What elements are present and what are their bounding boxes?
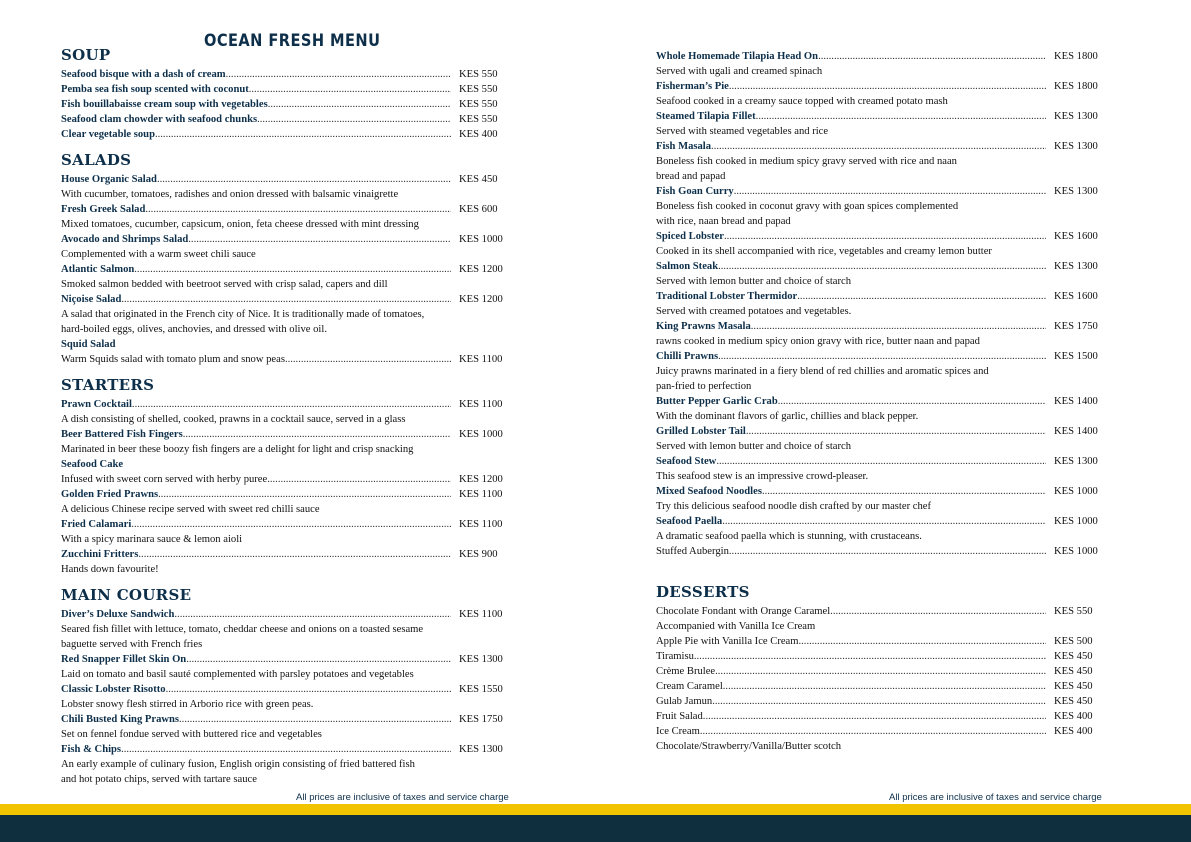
item-name: Crème Brulee [656, 666, 716, 677]
item-description: rawns cooked in medium spicy onion gravy with rice, butter naan and papad [656, 336, 980, 347]
menu-item [656, 109, 1102, 124]
menu-item [656, 424, 1102, 439]
item-name: Fish bouillabaisse cream soup with vegetables [61, 99, 268, 110]
item-price: KES 900 [459, 549, 498, 560]
menu-item [656, 649, 1102, 664]
item-price: KES 600 [459, 204, 498, 215]
item-price: KES 450 [1054, 696, 1093, 707]
menu-item [656, 349, 1102, 364]
item-name: Stuffed Aubergin [656, 546, 729, 557]
menu-item [61, 547, 507, 562]
dot-leader [729, 544, 1046, 559]
item-price: KES 1100 [459, 399, 503, 410]
menu-item [656, 319, 1102, 334]
item-description: baguette served with French fries [61, 639, 203, 650]
item-name: Grilled Lobster Tail [656, 426, 746, 437]
item-name: Niçoise Salad [61, 294, 122, 305]
menu-item [61, 67, 507, 82]
dot-leader [778, 394, 1046, 409]
item-name: Fisherman’s Pie [656, 81, 729, 92]
item-price: KES 500 [1054, 636, 1093, 647]
footnote-left: All prices are inclusive of taxes and service charge [296, 792, 509, 803]
item-description: Marinated in beer these boozy fish fingers are a delight for light and crisp snacking [61, 444, 414, 455]
item-name: Infused with sweet corn served with herby puree [61, 474, 268, 485]
menu-title: OCEAN FRESH MENU [204, 31, 381, 51]
menu-item [61, 517, 507, 532]
item-name: House Organic Salad [61, 174, 157, 185]
item-price: KES 1300 [459, 744, 503, 755]
item-name: Spiced Lobster [656, 231, 724, 242]
item-description: Laid on tomato and basil sauté complemented with parsley potatoes and vegetables [61, 669, 414, 680]
menu-item [656, 229, 1102, 244]
item-price: KES 1100 [459, 489, 503, 500]
dark-band [0, 815, 1191, 842]
dot-leader [267, 472, 451, 487]
item-description: A delicious Chinese recipe served with sweet red chilli sauce [61, 504, 320, 515]
item-price: KES 1300 [1054, 186, 1098, 197]
menu-item [656, 484, 1102, 499]
menu-item [61, 472, 507, 487]
dot-leader [268, 97, 451, 112]
item-price: KES 400 [459, 129, 498, 140]
section-heading-desserts: DESSERTS [656, 583, 750, 601]
item-price: KES 1200 [459, 294, 503, 305]
menu-item [61, 742, 507, 757]
menu-item [656, 679, 1102, 694]
item-price: KES 1000 [1054, 516, 1098, 527]
menu-item [61, 262, 507, 277]
item-price: KES 450 [1054, 666, 1093, 677]
item-name: Zucchini Fritters [61, 549, 139, 560]
menu-item [656, 724, 1102, 739]
dot-leader [157, 172, 451, 187]
item-price: KES 450 [1054, 681, 1093, 692]
dot-leader [718, 259, 1046, 274]
item-description: hard-boiled eggs, olives, anchovies, and dressed with olive oil. [61, 324, 327, 335]
item-name: Fish Goan Curry [656, 186, 734, 197]
item-price: KES 550 [459, 99, 498, 110]
menu-item [61, 397, 507, 412]
dot-leader [226, 67, 451, 82]
item-price: KES 1200 [459, 474, 503, 485]
menu-item [61, 292, 507, 307]
item-price: KES 550 [1054, 606, 1093, 617]
menu-item [656, 49, 1102, 64]
menu-item [656, 544, 1102, 559]
item-price: KES 450 [1054, 651, 1093, 662]
item-name: Atlantic Salmon [61, 264, 135, 275]
item-name: Avocado and Shrimps Salad [61, 234, 189, 245]
item-name: Warm Squids salad with tomato plum and snow peas [61, 354, 285, 365]
yellow-band [0, 804, 1191, 815]
menu-item [61, 82, 507, 97]
item-description: Served with lemon butter and choice of starch [656, 276, 852, 287]
menu-item [61, 337, 507, 352]
item-price: KES 1550 [459, 684, 503, 695]
menu-item [61, 487, 507, 502]
menu-item [656, 259, 1102, 274]
item-description: Cooked in its shell accompanied with rice, vegetables and creamy lemon butter [656, 246, 992, 257]
item-name: Fish & Chips [61, 744, 122, 755]
item-name: Clear vegetable soup [61, 129, 155, 140]
item-description: Mixed tomatoes, cucumber, capsicum, onion, feta cheese dressed with mint dressing [61, 219, 419, 230]
item-description: With the dominant flavors of garlic, chillies and black pepper. [656, 411, 919, 422]
item-description: A dramatic seafood paella which is stunning, with crustaceans. [656, 531, 922, 542]
item-price: KES 1800 [1054, 81, 1098, 92]
item-description: Accompanied with Vanilla Ice Cream [656, 621, 816, 632]
dot-leader [179, 712, 451, 727]
menu-item [61, 127, 507, 142]
item-price: KES 550 [459, 69, 498, 80]
item-name: Fresh Greek Salad [61, 204, 146, 215]
dot-leader [718, 349, 1046, 364]
item-description: With a spicy marinara sauce & lemon aioli [61, 534, 243, 545]
menu-item [61, 352, 507, 367]
item-description: Try this delicious seafood noodle dish crafted by our master chef [656, 501, 931, 512]
item-name: Cream Caramel [656, 681, 723, 692]
item-price: KES 450 [459, 174, 498, 185]
section-heading-main-course: MAIN COURSE [61, 586, 192, 604]
dot-leader [700, 724, 1046, 739]
item-name: Fruit Salad [656, 711, 703, 722]
dot-leader [285, 352, 451, 367]
dot-leader [756, 109, 1046, 124]
item-description: This seafood stew is an impressive crowd-pleaser. [656, 471, 869, 482]
item-name: Whole Homemade Tilapia Head On [656, 51, 819, 62]
item-description: A dish consisting of shelled, cooked, prawns in a cocktail sauce, served in a glass [61, 414, 406, 425]
dot-leader [257, 112, 451, 127]
item-price: KES 400 [1054, 711, 1093, 722]
item-name: Tiramisu [656, 651, 694, 662]
item-price: KES 1750 [459, 714, 503, 725]
item-price: KES 1300 [1054, 456, 1098, 467]
item-price: KES 1600 [1054, 231, 1098, 242]
item-name: Seafood clam chowder with seafood chunks [61, 114, 258, 125]
dot-leader [166, 682, 451, 697]
dot-leader [716, 454, 1046, 469]
dot-leader [249, 82, 451, 97]
item-name: Seafood Stew [656, 456, 717, 467]
menu-item [656, 394, 1102, 409]
item-name: Chilli Prawns [656, 351, 719, 362]
item-description: Set on fennel fondue served with buttered rice and vegetables [61, 729, 322, 740]
item-description: Juicy prawns marinated in a fiery blend of red chillies and aromatic spices and [656, 366, 989, 377]
menu-item [656, 454, 1102, 469]
dot-leader [183, 427, 451, 442]
menu-item [61, 232, 507, 247]
item-price: KES 1300 [1054, 111, 1098, 122]
dot-leader [722, 514, 1046, 529]
menu-item [61, 457, 507, 472]
dot-leader [145, 202, 451, 217]
menu-item [61, 112, 507, 127]
item-description: Smoked salmon bedded with beetroot served with crisp salad, capers and dill [61, 279, 388, 290]
dot-leader [694, 649, 1046, 664]
item-price: KES 400 [1054, 726, 1093, 737]
item-name: Diver’s Deluxe Sandwich [61, 609, 175, 620]
item-name: Seafood Paella [656, 516, 723, 527]
item-name: King Prawns Masala [656, 321, 751, 332]
item-price: KES 1000 [459, 234, 503, 245]
section-heading-starters: STARTERS [61, 376, 155, 394]
item-price: KES 550 [459, 84, 498, 95]
item-price: KES 1750 [1054, 321, 1098, 332]
dot-leader [797, 289, 1046, 304]
item-name: Gulab Jamun [656, 696, 713, 707]
item-price: KES 1500 [1054, 351, 1098, 362]
item-price: KES 1000 [1054, 486, 1098, 497]
item-name: Mixed Seafood Noodles [656, 486, 762, 497]
item-name: Traditional Lobster Thermidor [656, 291, 798, 302]
item-name: Red Snapper Fillet Skin On [61, 654, 187, 665]
item-description: Served with creamed potatoes and vegetables. [656, 306, 852, 317]
item-description: Served with lemon butter and choice of starch [656, 441, 852, 452]
section-heading-salads: SALADS [61, 151, 132, 169]
menu-item [61, 172, 507, 187]
item-description: Lobster snowy flesh stirred in Arborio rice with green peas. [61, 699, 314, 710]
item-price: KES 1400 [1054, 396, 1098, 407]
menu-item [656, 139, 1102, 154]
dot-leader [132, 397, 451, 412]
dot-leader [138, 547, 451, 562]
dot-leader [158, 487, 451, 502]
menu-item [656, 709, 1102, 724]
dot-leader [121, 742, 451, 757]
menu-item [656, 604, 1102, 619]
dot-leader [724, 229, 1046, 244]
menu-item [656, 664, 1102, 679]
item-description: Seafood cooked in a creamy sauce topped with creamed potato mash [656, 96, 948, 107]
dot-leader [734, 184, 1046, 199]
dot-leader [751, 319, 1046, 334]
menu-item [656, 79, 1102, 94]
menu-item [656, 694, 1102, 709]
item-description: pan-fried to perfection [656, 381, 752, 392]
menu-item [656, 634, 1102, 649]
menu-item [61, 652, 507, 667]
item-price: KES 1300 [459, 654, 503, 665]
dot-leader [134, 262, 451, 277]
dot-leader [762, 484, 1046, 499]
section-heading-soup: SOUP [61, 46, 111, 64]
item-name: Steamed Tilapia Fillet [656, 111, 756, 122]
item-name: Seafood Cake [61, 459, 124, 470]
menu-item [656, 514, 1102, 529]
item-name: Prawn Cocktail [61, 399, 132, 410]
dot-leader [703, 709, 1046, 724]
menu-item [61, 712, 507, 727]
item-price: KES 1100 [459, 609, 503, 620]
item-name: Classic Lobster Risotto [61, 684, 166, 695]
menu-item [656, 184, 1102, 199]
menu-item [61, 427, 507, 442]
dot-leader [830, 604, 1046, 619]
item-price: KES 1400 [1054, 426, 1098, 437]
dot-leader [715, 664, 1046, 679]
item-description: Hands down favourite! [61, 564, 159, 575]
item-name: Golden Fried Prawns [61, 489, 159, 500]
dot-leader [818, 49, 1046, 64]
item-description: bread and papad [656, 171, 726, 182]
menu-item [61, 202, 507, 217]
item-description: with rice, naan bread and papad [656, 216, 791, 227]
item-price: KES 1000 [1054, 546, 1098, 557]
item-name: Seafood bisque with a dash of cream [61, 69, 226, 80]
item-description: Served with steamed vegetables and rice [656, 126, 829, 137]
item-price: KES 1100 [459, 354, 503, 365]
item-description: Boneless fish cooked in medium spicy gravy served with rice and naan [656, 156, 957, 167]
item-description: Complemented with a warm sweet chili sauce [61, 249, 256, 260]
item-price: KES 1300 [1054, 141, 1098, 152]
item-name: Fish Masala [656, 141, 712, 152]
item-description: Served with ugali and creamed spinach [656, 66, 823, 77]
item-name: Beer Battered Fish Fingers [61, 429, 183, 440]
dot-leader [121, 292, 451, 307]
dot-leader [799, 634, 1047, 649]
menu-item [61, 607, 507, 622]
item-name: Chocolate Fondant with Orange Caramel [656, 606, 831, 617]
item-description: Seared fish fillet with lettuce, tomato, cheddar cheese and onions on a toasted sesame [61, 624, 424, 635]
item-price: KES 1000 [459, 429, 503, 440]
item-price: KES 550 [459, 114, 498, 125]
menu-item [61, 682, 507, 697]
dot-leader [131, 517, 451, 532]
item-name: Chili Busted King Prawns [61, 714, 180, 725]
footnote-right: All prices are inclusive of taxes and service charge [889, 792, 1102, 803]
dot-leader [746, 424, 1046, 439]
dot-leader [155, 127, 451, 142]
item-price: KES 1200 [459, 264, 503, 275]
menu-item [656, 289, 1102, 304]
item-name: Salmon Steak [656, 261, 719, 272]
dot-leader [174, 607, 451, 622]
item-price: KES 1800 [1054, 51, 1098, 62]
item-name: Pemba sea fish soup scented with coconut [61, 84, 249, 95]
item-name: Butter Pepper Garlic Crab [656, 396, 778, 407]
dot-leader [711, 139, 1046, 154]
item-name: Ice Cream [656, 726, 700, 737]
item-name: Apple Pie with Vanilla Ice Cream [656, 636, 799, 647]
item-price: KES 1300 [1054, 261, 1098, 272]
item-description: An early example of culinary fusion, English origin consisting of fried battered fish [61, 759, 415, 770]
dot-leader [186, 652, 451, 667]
item-name: Squid Salad [61, 339, 116, 350]
item-description: Chocolate/Strawberry/Vanilla/Butter scotch [656, 741, 842, 752]
menu-item [61, 97, 507, 112]
item-description: and hot potato chips, served with tartare sauce [61, 774, 257, 785]
item-description: Boneless fish cooked in coconut gravy with goan spices complemented [656, 201, 959, 212]
item-name: Fried Calamari [61, 519, 132, 530]
dot-leader [729, 79, 1046, 94]
dot-leader [723, 679, 1046, 694]
dot-leader [712, 694, 1046, 709]
dot-leader [188, 232, 451, 247]
item-description: With cucumber, tomatoes, radishes and onion dressed with balsamic vinaigrette [61, 189, 399, 200]
item-price: KES 1100 [459, 519, 503, 530]
item-price: KES 1600 [1054, 291, 1098, 302]
item-description: A salad that originated in the French city of Nice. It is traditionally made of tomatoes, [61, 309, 425, 320]
